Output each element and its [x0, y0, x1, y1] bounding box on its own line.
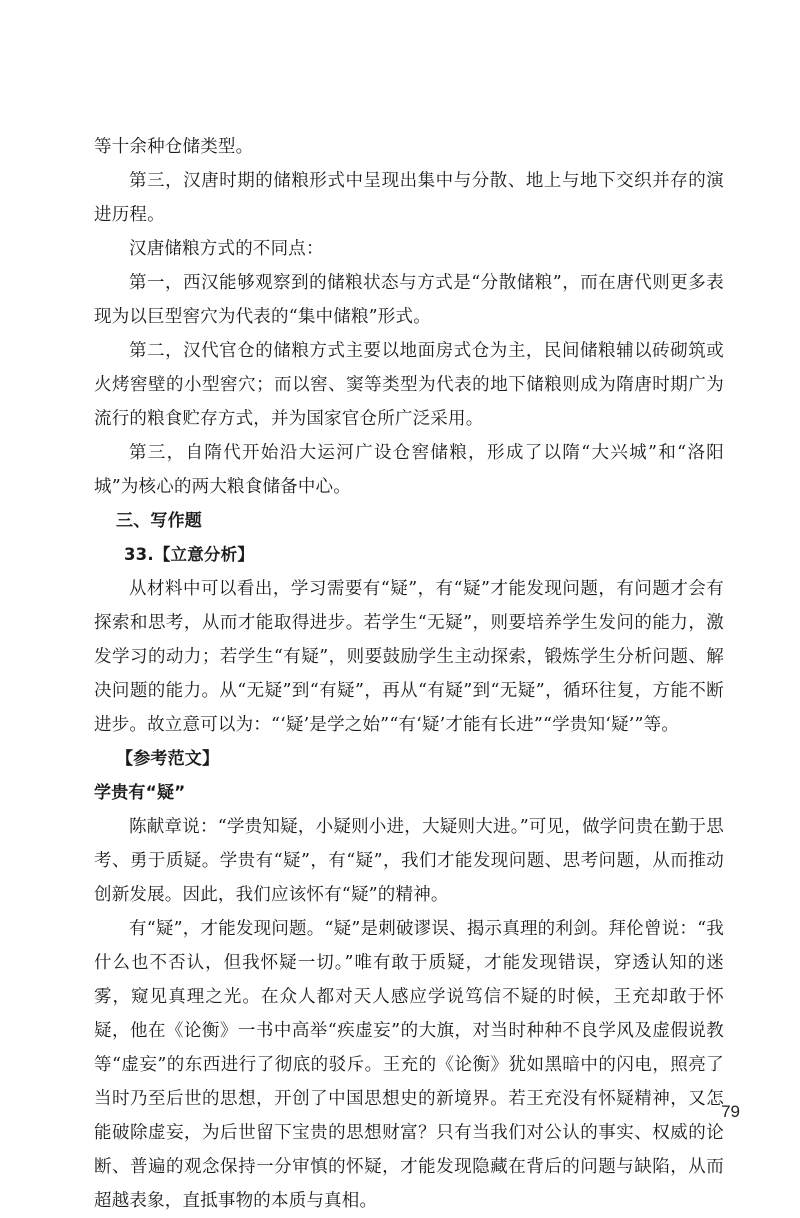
- question-label: 33.【立意分析】: [124, 545, 255, 564]
- essay-paragraph-2: 有“疑”，才能发现问题。“疑”是刺破谬误、揭示真理的利剑。拜伦曾说：“我什么也不否认，但我怀疑一切。”唯有敢于质疑，才能发现错误，穿透认知的迷雾，窥见真理之光。在众人都对天人感应学说笃信不疑的时候，王充却敢于怀疑，他在《论衡》一书中高举“疾虚妄”的大旗，对当时种种不良学风及虚假说教等“虚妄”的东西进行了彻底的驳斥。王充的《论衡》犹如黑暗中的闪电，照亮了当时乃至后世的思想，开创了中国思想史的新境界。若王充没有怀疑精神，又怎能破除虚妄，为后世留下宝贵的思想财富？只有当我们对公认的事实、权威的论断、普遍的观念保持一分审慎的怀疑，才能发现隐藏在背后的问题与缺陷，从而超越表象，直抵事物的本质与真相。: [94, 919, 724, 1211]
- paragraph-differences-intro: 汉唐储粮方式的不同点：: [129, 239, 324, 259]
- page-body: [94, 130, 724, 1218]
- reference-essay-label: 【参考范文】: [116, 749, 220, 769]
- paragraph-difference-second: 第二，汉代官仓的储粮方式主要以地面房式仓为主，民间储粮辅以砖砌筑或火烤窖壁的小型窖穴；而以窖、窦等类型为代表的地下储粮则成为隋唐时期广为流行的粮食贮存方式，并为国家官仓所广泛采用。: [94, 341, 724, 429]
- paragraph-difference-third: 第三，自隋代开始沿大运河广设仓窖储粮，形成了以隋“大兴城”和“洛阳城”为核心的两大粮食储备中心。: [94, 443, 724, 497]
- page-number: 79: [721, 1102, 740, 1121]
- section-heading-writing: 三、写作题: [116, 511, 202, 531]
- paragraph-third-point: 第三，汉唐时期的储粮形式中呈现出集中与分散、地上与地下交织并存的演进历程。: [94, 171, 724, 225]
- analysis-paragraph: 从材料中可以看出，学习需要有“疑”，有“疑”才能发现问题，有问题才会有探索和思考，从而才能取得进步。若学生“无疑”，则要培养学生发问的能力，激发学习的动力；若学生“有疑”，则要鼓励学生主动探索，锻炼学生分析问题、解决问题的能力。从“无疑”到“有疑”，再从“有疑”到“无疑”，循环往复，方能不断进步。故立意可以为：“‘疑’是学之始”“有‘疑’才能有长进”“学贵知‘疑’”等。: [94, 579, 724, 735]
- essay-title: 学贵有“疑”: [94, 783, 186, 803]
- continuation-paragraph: 等十余种仓储类型。: [94, 137, 254, 157]
- essay-paragraph-1: 陈献章说：“学贵知疑，小疑则小进，大疑则大进。”可见，做学问贵在勤于思考、勇于质疑。学贵有“疑”，有“疑”，我们才能发现问题、思考问题，从而推动创新发展。因此，我们应该怀有“疑”的精神。: [94, 817, 724, 905]
- paragraph-difference-first: 第一，西汉能够观察到的储粮状态与方式是“分散储粮”，而在唐代则更多表现为以巨型窖穴为代表的“集中储粮”形式。: [94, 273, 724, 327]
